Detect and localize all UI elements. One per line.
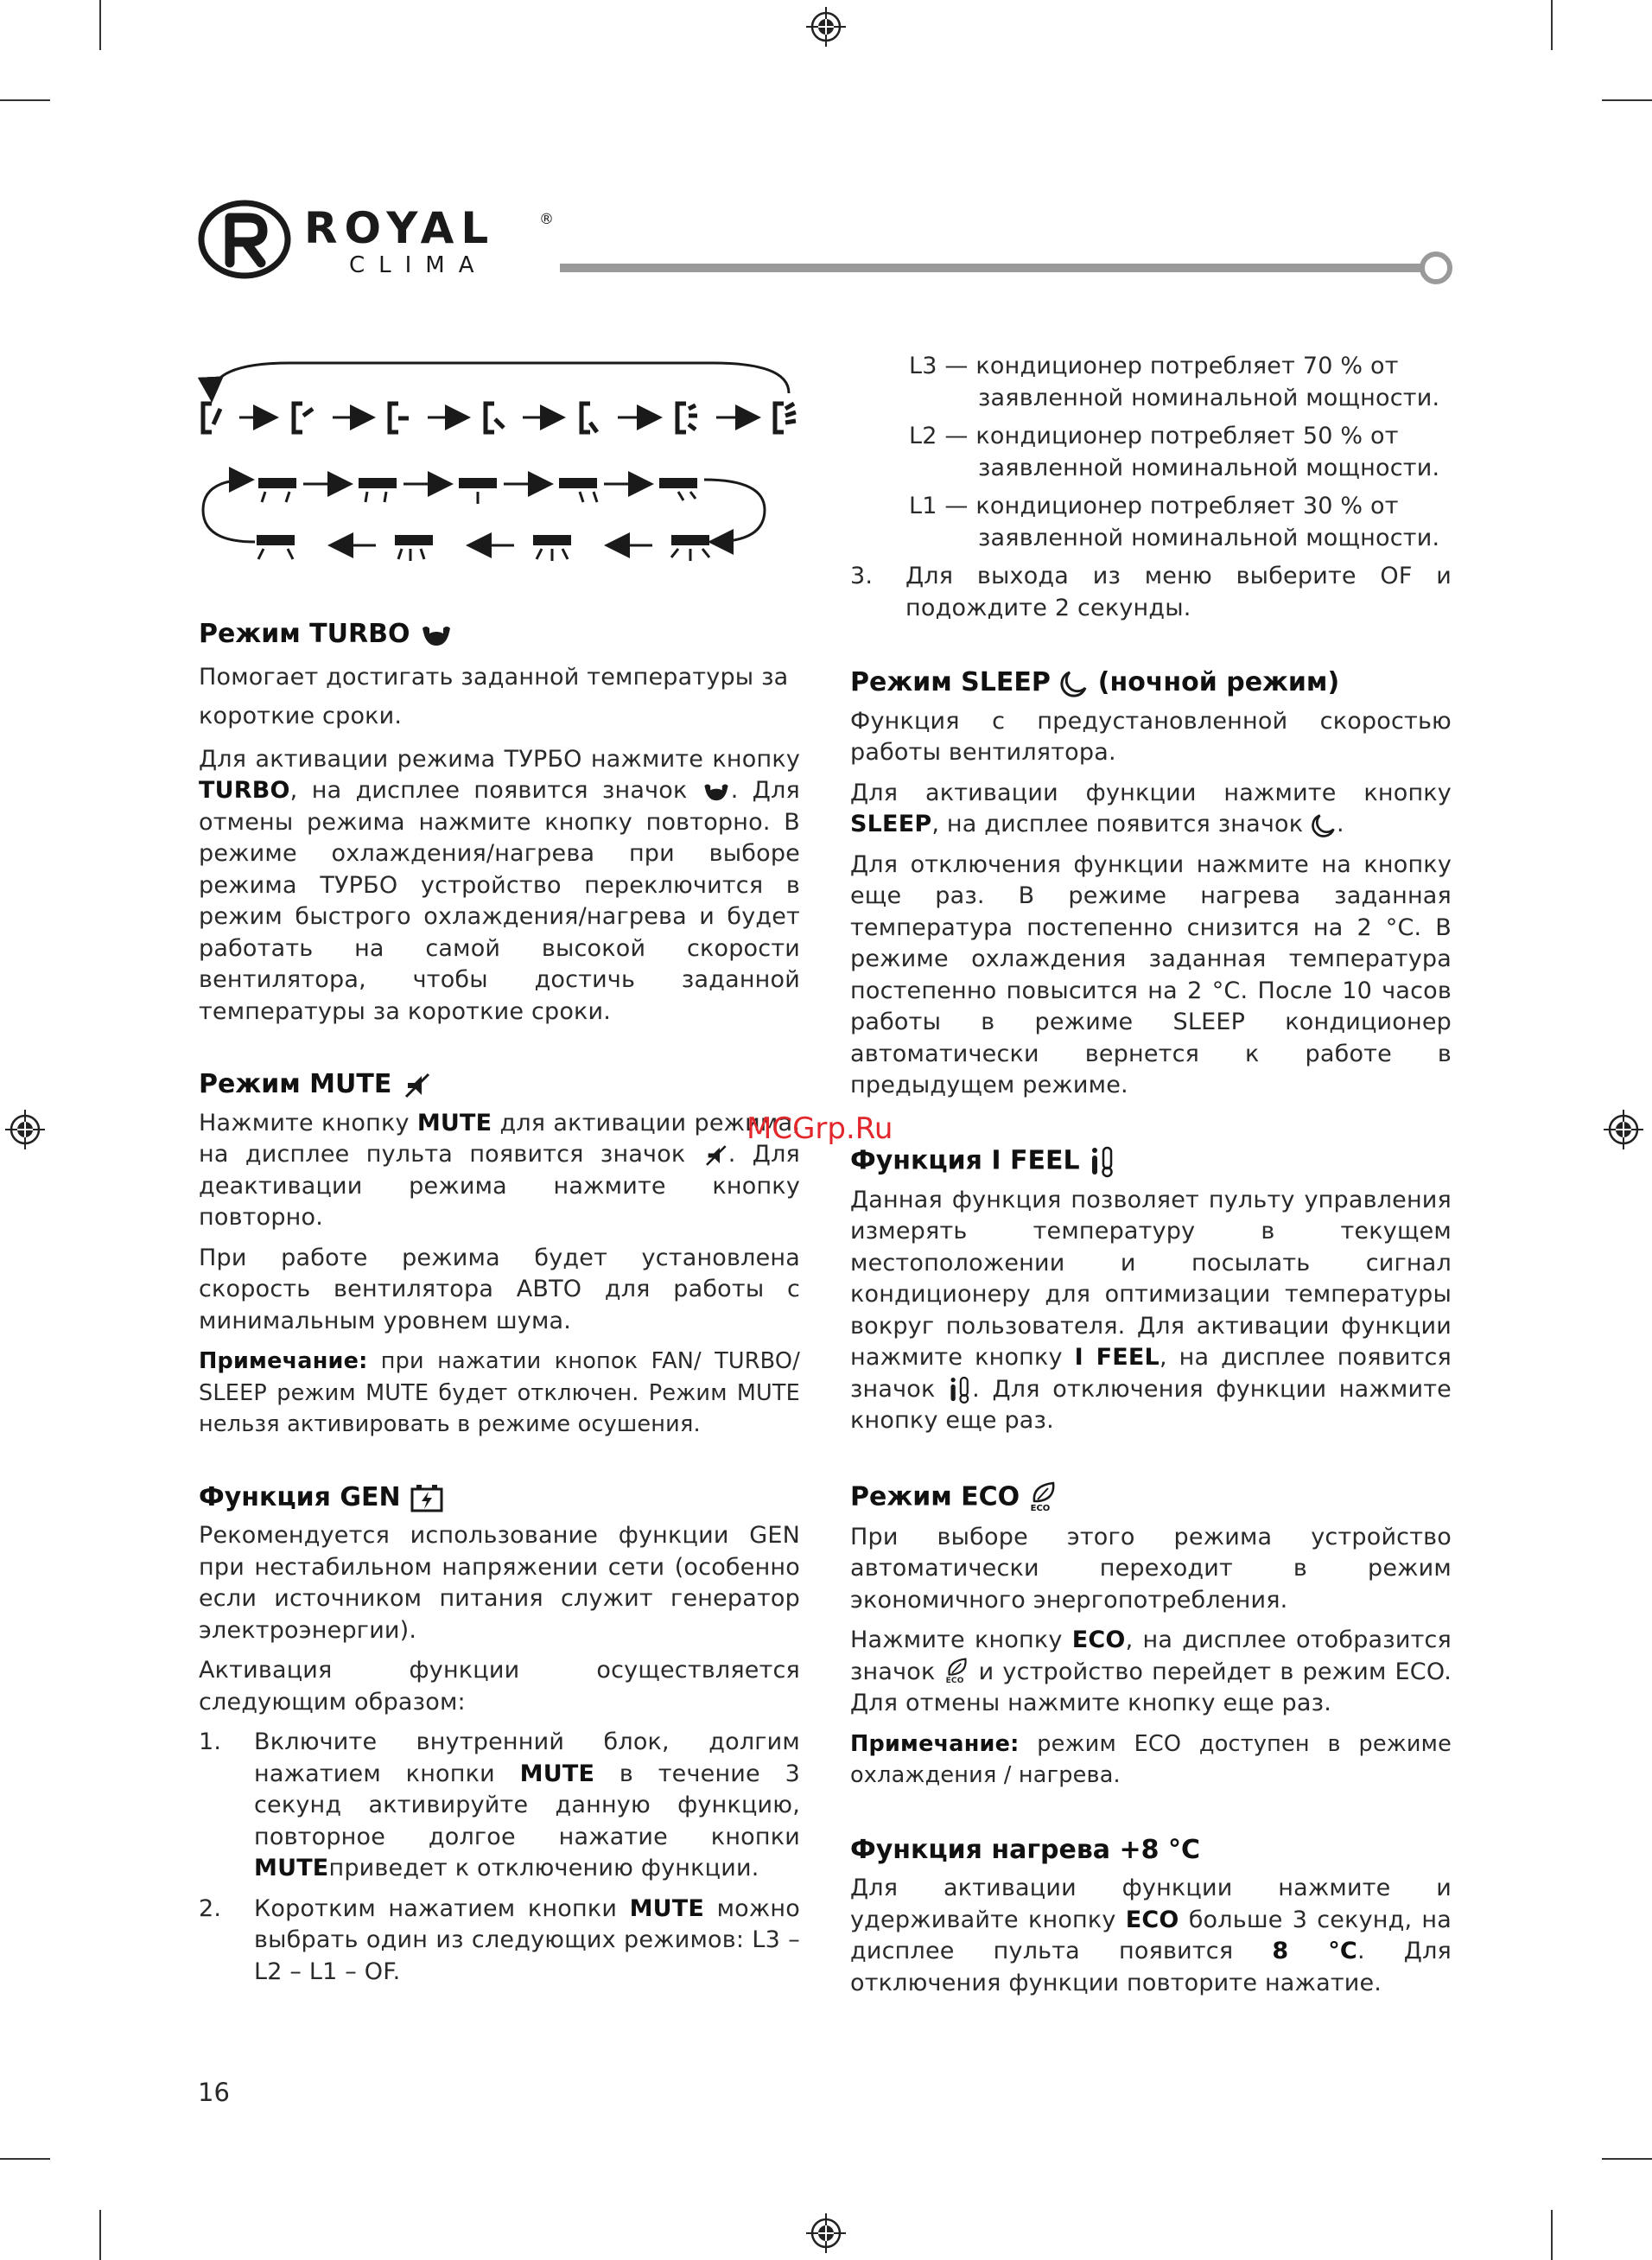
- watermark: MCGrp.Ru: [747, 1111, 893, 1146]
- level-l3: L3 — кондиционер потребляет 70 % от заявленной номинальной мощности.: [909, 353, 1440, 411]
- crop-mark: [99, 2210, 101, 2260]
- crop-mark: [1602, 99, 1652, 101]
- gen-list-item-2: 2. Коротким нажатием кнопки MUTE можно выбрать один из следующих режимов: L3 – L2 – L1 – OF.: [199, 1894, 800, 1985]
- moon-icon: [1311, 812, 1337, 838]
- eco-p2: Нажмите кнопку ECO, на дисплее отобразится значок ECO и устройство перейдет в режим ECO. Для отмены нажмите кнопку еще раз.: [850, 1627, 1452, 1716]
- mute-icon: [401, 1073, 432, 1098]
- turbo-p2: Для активации режима ТУРБО нажмите кнопку TURBO, на дисплее появится значок . Для отмены режима нажмите кнопку повторно. В режиме охлаждения/нагрева при выборе режима ТУРБО устройство переключится в режим быстрого охлаждения/нагрева и будет работать на самой высокой скорости вентилятора, чтобы достичь заданной температуры за короткие сроки.: [199, 745, 800, 1025]
- crop-mark: [0, 2158, 50, 2160]
- gen-p2: Активация функции осуществляется следующим образом:: [199, 1657, 800, 1716]
- eco-note: Примечание: режим ECO доступен в режиме охлаждения / нагрева.: [850, 1730, 1452, 1788]
- moon-icon: [1059, 669, 1089, 698]
- turbo-muscle-icon: [702, 781, 731, 802]
- crop-mark: [1551, 2210, 1553, 2260]
- registration-mark-icon: [806, 2213, 846, 2253]
- ifeel-p1: Данная функция позволяет пульту управления измерять температуру в текущем местоположении и посылать сигнал кондиционеру для оптимизации температуры вокруг пользователя. Для активации функции нажмите кнопку I FEEL, на дисплее появится значок . Для отключения функции нажмите кнопку еще раз.: [850, 1186, 1452, 1434]
- mute-p1: Нажмите кнопку MUTE для активации режима, на дисплее пульта появится значок . Для деактивации режима нажмите кнопку повторно.: [199, 1109, 800, 1231]
- royal-clima-logo-icon: [197, 199, 292, 281]
- eco-leaf-icon: ECO: [1029, 1480, 1058, 1515]
- eco-p1: При выборе этого режима устройство автоматически переходит в режим экономичного энергопотребления.: [850, 1523, 1452, 1614]
- crop-mark: [0, 99, 50, 101]
- brand-registered-mark: ®: [539, 211, 554, 228]
- crop-mark: [1551, 0, 1553, 50]
- registration-mark-icon: [1604, 1110, 1643, 1149]
- gen-heading: Функция GEN: [199, 1482, 800, 1514]
- eco-leaf-icon: ECO: [944, 1657, 970, 1688]
- crop-mark: [99, 0, 101, 50]
- ifeel-heading: Функция I FEEL: [850, 1145, 1452, 1178]
- level-l2: L2 — кондиционер потребляет 50 % от заявленной номинальной мощности.: [909, 423, 1440, 481]
- registration-mark-icon: [5, 1110, 45, 1149]
- sleep-p2: Для активации функции нажмите кнопку SLEEP, на дисплее появится значок .: [850, 779, 1452, 837]
- left-column: [199, 619, 800, 1996]
- level-l1: L1 — кондиционер потребляет 30 % от заявленной номинальной мощности.: [909, 493, 1440, 551]
- right-column: [850, 351, 1452, 2008]
- page-number: 16: [198, 2078, 230, 2107]
- sleep-p3: Для отключения функции нажмите на кнопку еще раз. В режиме нагрева заданная температура постепенно снизится на 2 °C. В режиме охлаждения заданная температура постепенно повысится на 2 °C. После 10 часов работы в режиме SLEEP кондиционер автоматически вернется к работе в предыдущем режиме.: [850, 850, 1452, 1098]
- turbo-heading: Режим TURBO: [199, 619, 800, 651]
- header-rule-end-icon: [1417, 249, 1455, 287]
- louver-sequence-diagram: [194, 350, 816, 566]
- brand-sub: CLIMA: [349, 252, 488, 278]
- mute-p2: При работе режима будет установлена скорость вентилятора АВТО для работы с минимальным уровнем шума.: [199, 1244, 800, 1334]
- mute-note: Примечание: при нажатии кнопок FAN/ TURBO/ SLEEP режим MUTE будет отключен. Режим MUTE нельзя активировать в режиме осушения.: [199, 1348, 800, 1437]
- heat8-heading: Функция нагрева +8 °C: [850, 1834, 1200, 1865]
- crop-mark: [1602, 2158, 1652, 2160]
- ifeel-thermometer-icon: [948, 1375, 972, 1404]
- brand-name: ROYAL: [304, 203, 496, 253]
- eco-heading: Режим ECO ECO: [850, 1480, 1452, 1515]
- mute-heading: Режим MUTE: [199, 1069, 800, 1101]
- header-rule: [560, 264, 1424, 272]
- gen-p1: Рекомендуется использование функции GEN при нестабильном напряжении сети (особенно если источником питания служит генератор электроэнергии).: [199, 1522, 800, 1644]
- turbo-p1: Помогает достигать заданной температуры за короткие сроки.: [199, 663, 789, 729]
- gen-battery-icon: [410, 1483, 444, 1512]
- heat8-p1: Для активации функции нажмите и удерживайте кнопку ECO больше 3 секунд, на дисплее пульта появится 8 °C. Для отключения функции повторите нажатие.: [850, 1875, 1452, 1996]
- gen-list-item-1: 1. Включите внутренний блок, долгим нажатием кнопки MUTE в течение 3 секунд активируйте данную функцию, повторное долгое нажатие кнопки MUTEприведет к отключению функции.: [199, 1728, 800, 1881]
- ifeel-thermometer-icon: [1089, 1145, 1116, 1178]
- turbo-muscle-icon: [419, 623, 454, 647]
- registration-mark-icon: [806, 7, 846, 47]
- sleep-heading: Режим SLEEP (ночной режим): [850, 667, 1340, 697]
- gen-list-item-3: 3. Для выхода из меню выберите OF и подождите 2 секунды.: [850, 563, 1452, 621]
- mute-icon: [702, 1144, 728, 1167]
- sleep-p1: Функция с предустановленной скоростью работы вентилятора.: [850, 707, 1452, 766]
